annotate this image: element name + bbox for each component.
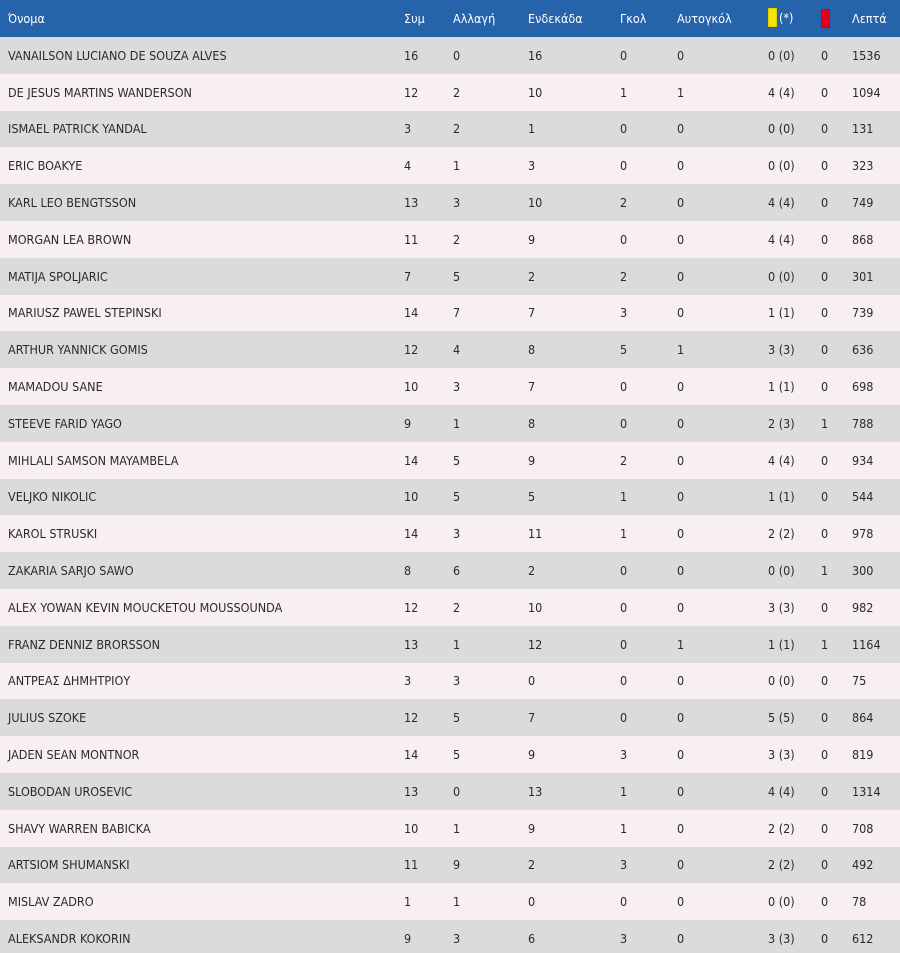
table-row [0,515,900,552]
col-own-goals-header[interactable]: Αυτογκόλ [677,11,732,26]
col-start-header[interactable]: Ενδεκάδα [528,11,583,26]
player-own-goals: 0 [677,231,685,247]
player-yellow: 0 (0) [768,121,795,137]
player-start: 13 [528,783,543,799]
player-start: 9 [528,452,536,468]
player-start: 8 [528,342,536,358]
player-minutes: 819 [852,747,874,763]
player-apps: 14 [404,452,419,468]
col-sub-header[interactable]: Αλλαγή [453,11,496,26]
player-apps: 13 [404,195,419,211]
table-row [0,810,900,847]
player-start: 2 [528,268,536,284]
player-start: 10 [528,599,543,615]
player-red: 0 [821,820,829,836]
player-apps: 7 [404,268,412,284]
header-row [0,0,900,37]
player-yellow: 2 (2) [768,857,795,873]
player-red: 0 [821,894,829,910]
player-goals: 3 [620,857,628,873]
player-sub: 1 [453,820,461,836]
table-row [0,37,900,74]
table-row [0,773,900,810]
player-yellow: 2 (3) [768,415,795,431]
player-own-goals: 0 [677,47,685,63]
player-apps: 11 [404,857,419,873]
table-row [0,920,900,953]
player-red: 0 [821,857,829,873]
player-start: 2 [528,563,536,579]
player-minutes: 75 [852,673,867,689]
player-red: 0 [821,747,829,763]
player-sub: 7 [453,305,461,321]
player-red: 0 [821,489,829,505]
player-sub: 1 [453,158,461,174]
player-yellow: 4 (4) [768,84,795,100]
player-minutes: 708 [852,820,874,836]
player-sub: 3 [453,195,461,211]
player-apps: 14 [404,526,419,542]
player-sub: 0 [453,47,461,63]
player-goals: 0 [620,47,628,63]
player-goals: 0 [620,158,628,174]
player-sub: 3 [453,379,461,395]
table-row [0,258,900,295]
player-goals: 0 [620,673,628,689]
player-sub: 5 [453,452,461,468]
player-yellow: 4 (4) [768,231,795,247]
player-apps: 12 [404,342,419,358]
player-minutes: 1536 [852,47,881,63]
player-yellow: 1 (1) [768,489,795,505]
player-apps: 10 [404,820,419,836]
player-minutes: 864 [852,710,874,726]
player-red: 0 [821,783,829,799]
player-name[interactable]: MARIUSZ PAWEL STEPINSKI [8,305,162,321]
red-card-icon [821,9,830,28]
player-sub: 6 [453,563,461,579]
player-goals: 0 [620,636,628,652]
player-start: 0 [528,894,536,910]
player-red: 0 [821,305,829,321]
player-name[interactable]: ISMAEL PATRICK YANDAL [8,121,147,137]
player-goals: 0 [620,415,628,431]
player-yellow: 3 (3) [768,342,795,358]
player-goals: 0 [620,894,628,910]
col-yellow-header[interactable] [768,0,821,37]
player-goals: 1 [620,526,628,542]
yellow-card-icon [768,8,777,27]
player-own-goals: 0 [677,489,685,505]
table-row [0,111,900,148]
player-yellow: 2 (2) [768,526,795,542]
player-red: 1 [821,563,829,579]
player-start: 2 [528,857,536,873]
col-goals-header[interactable]: Γκολ [620,11,647,26]
table-row [0,663,900,700]
table-body [0,37,900,953]
player-yellow: 4 (4) [768,452,795,468]
player-own-goals: 1 [677,636,685,652]
player-yellow: 1 (1) [768,636,795,652]
player-own-goals: 0 [677,305,685,321]
player-own-goals: 0 [677,195,685,211]
player-own-goals: 0 [677,710,685,726]
player-sub: 2 [453,84,461,100]
player-goals: 1 [620,783,628,799]
player-apps: 8 [404,563,412,579]
player-yellow: 0 (0) [768,894,795,910]
player-goals: 1 [620,489,628,505]
player-yellow: 2 (2) [768,820,795,836]
player-start: 7 [528,379,536,395]
table-row [0,847,900,884]
player-red: 0 [821,599,829,615]
player-minutes: 982 [852,599,874,615]
player-red: 0 [821,268,829,284]
player-name[interactable]: KAROL STRUSKI [8,526,98,542]
player-red: 0 [821,931,829,947]
player-goals: 1 [620,820,628,836]
table-row [0,442,900,479]
player-sub: 3 [453,673,461,689]
player-apps: 12 [404,599,419,615]
player-red: 0 [821,452,829,468]
player-red: 0 [821,84,829,100]
player-apps: 16 [404,47,419,63]
player-start: 3 [528,158,536,174]
player-goals: 3 [620,931,628,947]
player-yellow: 0 (0) [768,673,795,689]
player-red: 0 [821,342,829,358]
player-goals: 2 [620,452,628,468]
player-own-goals: 0 [677,563,685,579]
player-own-goals: 0 [677,894,685,910]
player-own-goals: 0 [677,379,685,395]
player-name[interactable]: JULIUS SZOKE [8,710,87,726]
player-name[interactable]: ALEX YOWAN KEVIN MOUCKETOU MOUSSOUNDA [8,599,283,615]
player-own-goals: 0 [677,820,685,836]
player-sub: 5 [453,268,461,284]
player-goals: 0 [620,599,628,615]
player-apps: 10 [404,489,419,505]
player-minutes: 323 [852,158,874,174]
player-goals: 0 [620,710,628,726]
player-yellow: 0 (0) [768,47,795,63]
player-red: 1 [821,415,829,431]
player-minutes: 492 [852,857,874,873]
table-row [0,147,900,184]
yellow-header-suffix: (*) [779,9,794,25]
player-minutes: 934 [852,452,874,468]
player-apps: 3 [404,121,412,137]
player-start: 0 [528,673,536,689]
player-red: 0 [821,121,829,137]
player-yellow: 3 (3) [768,747,795,763]
player-own-goals: 0 [677,857,685,873]
player-yellow: 3 (3) [768,599,795,615]
player-sub: 2 [453,231,461,247]
player-yellow: 1 (1) [768,305,795,321]
player-apps: 12 [404,710,419,726]
player-name[interactable]: ZAKARIA SARJO SAWO [8,563,134,579]
player-name[interactable]: KARL LEO BENGTSSON [8,195,137,211]
player-name[interactable]: DE JESUS MARTINS WANDERSON [8,84,192,100]
player-goals: 0 [620,121,628,137]
player-red: 0 [821,158,829,174]
player-name[interactable]: VELJKO NIKOLIC [8,489,97,505]
player-name[interactable]: MAMADOU SANE [8,379,103,395]
col-red-header[interactable] [821,0,852,37]
player-name[interactable]: SLOBODAN UROSEVIC [8,783,133,799]
player-goals: 2 [620,268,628,284]
player-minutes: 612 [852,931,874,947]
player-start: 9 [528,231,536,247]
table-row [0,184,900,221]
player-red: 0 [821,231,829,247]
player-start: 6 [528,931,536,947]
player-sub: 1 [453,894,461,910]
player-red: 0 [821,379,829,395]
table-row [0,295,900,332]
player-own-goals: 0 [677,452,685,468]
player-red: 1 [821,636,829,652]
table-header [0,0,900,37]
player-own-goals: 1 [677,84,685,100]
player-red: 0 [821,710,829,726]
player-start: 10 [528,84,543,100]
player-minutes: 1094 [852,84,881,100]
player-goals: 2 [620,195,628,211]
player-start: 1 [528,121,536,137]
player-yellow: 4 (4) [768,783,795,799]
table-row [0,368,900,405]
player-red: 0 [821,526,829,542]
player-apps: 4 [404,158,412,174]
player-name[interactable]: ARTSIOM SHUMANSKI [8,857,130,873]
player-goals: 3 [620,747,628,763]
player-red: 0 [821,47,829,63]
player-minutes: 1164 [852,636,881,652]
table-row [0,883,900,920]
table-row [0,552,900,589]
table-row [0,699,900,736]
player-minutes: 978 [852,526,874,542]
player-own-goals: 0 [677,268,685,284]
player-sub: 4 [453,342,461,358]
player-own-goals: 0 [677,673,685,689]
player-start: 8 [528,415,536,431]
player-own-goals: 0 [677,526,685,542]
player-sub: 5 [453,710,461,726]
player-name[interactable]: ALEKSANDR KOKORIN [8,931,131,947]
player-sub: 9 [453,857,461,873]
player-start: 9 [528,747,536,763]
player-yellow: 4 (4) [768,195,795,211]
player-goals: 5 [620,342,628,358]
player-name[interactable]: JADEN SEAN MONTNOR [8,747,140,763]
player-minutes: 78 [852,894,867,910]
player-yellow: 3 (3) [768,931,795,947]
player-own-goals: 0 [677,158,685,174]
player-own-goals: 0 [677,415,685,431]
table-row [0,221,900,258]
player-sub: 3 [453,526,461,542]
player-name[interactable]: ERIC BOAKYE [8,158,83,174]
player-sub: 3 [453,931,461,947]
player-own-goals: 0 [677,783,685,799]
player-apps: 14 [404,747,419,763]
player-minutes: 788 [852,415,874,431]
player-red: 0 [821,673,829,689]
player-apps: 1 [404,894,412,910]
player-own-goals: 0 [677,931,685,947]
player-goals: 0 [620,379,628,395]
table-row [0,74,900,111]
player-apps: 3 [404,673,412,689]
player-name[interactable]: MISLAV ZADRO [8,894,94,910]
player-yellow: 1 (1) [768,379,795,395]
player-minutes: 636 [852,342,874,358]
player-start: 12 [528,636,543,652]
player-own-goals: 0 [677,747,685,763]
player-start: 16 [528,47,543,63]
player-start: 7 [528,710,536,726]
col-minutes-header[interactable]: Λεπτά [852,11,887,26]
player-own-goals: 0 [677,121,685,137]
player-minutes: 868 [852,231,874,247]
player-own-goals: 0 [677,599,685,615]
player-red: 0 [821,195,829,211]
player-start: 10 [528,195,543,211]
player-minutes: 131 [852,121,874,137]
player-yellow: 0 (0) [768,268,795,284]
player-sub: 2 [453,599,461,615]
player-minutes: 698 [852,379,874,395]
player-minutes: 544 [852,489,874,505]
col-apps-header[interactable]: Συμ [404,11,425,26]
table-row [0,331,900,368]
player-yellow: 0 (0) [768,158,795,174]
player-sub: 1 [453,636,461,652]
player-name[interactable]: MIHLALI SAMSON MAYAMBELA [8,452,179,468]
player-name[interactable]: FRANZ DENNIZ BRORSSON [8,636,161,652]
table-row [0,626,900,663]
player-start: 9 [528,820,536,836]
player-sub: 1 [453,415,461,431]
table-row [0,736,900,773]
table-row [0,479,900,516]
player-minutes: 301 [852,268,874,284]
player-start: 11 [528,526,543,542]
player-sub: 5 [453,747,461,763]
player-sub: 0 [453,783,461,799]
player-apps: 10 [404,379,419,395]
player-start: 7 [528,305,536,321]
player-yellow: 5 (5) [768,710,795,726]
player-own-goals: 1 [677,342,685,358]
player-name[interactable]: MORGAN LEA BROWN [8,231,132,247]
player-apps: 13 [404,783,419,799]
player-yellow: 0 (0) [768,563,795,579]
player-apps: 14 [404,305,419,321]
player-sub: 2 [453,121,461,137]
player-start: 5 [528,489,536,505]
player-apps: 9 [404,931,412,947]
player-name[interactable]: ARTHUR YANNICK GOMIS [8,342,148,358]
table-row [0,405,900,442]
player-goals: 3 [620,305,628,321]
player-name[interactable]: MATIJA SPOLJARIC [8,268,108,284]
player-goals: 1 [620,84,628,100]
player-goals: 0 [620,231,628,247]
player-goals: 0 [620,563,628,579]
player-name[interactable]: VANAILSON LUCIANO DE SOUZA ALVES [8,47,227,63]
player-minutes: 749 [852,195,874,211]
player-minutes: 1314 [852,783,881,799]
player-minutes: 300 [852,563,874,579]
player-name[interactable]: SHAVY WARREN BABICKA [8,820,151,836]
player-name[interactable]: ΑΝΤΡΕΑΣ ΔΗΜΗΤΡΙΟΥ [8,673,131,689]
player-name[interactable]: STEEVE FARID YAGO [8,415,122,431]
player-apps: 12 [404,84,419,100]
player-minutes: 739 [852,305,874,321]
player-apps: 11 [404,231,419,247]
table-row [0,589,900,626]
player-sub: 5 [453,489,461,505]
player-apps: 9 [404,415,412,431]
col-name-header[interactable]: Όνομα [8,11,45,26]
player-apps: 13 [404,636,419,652]
